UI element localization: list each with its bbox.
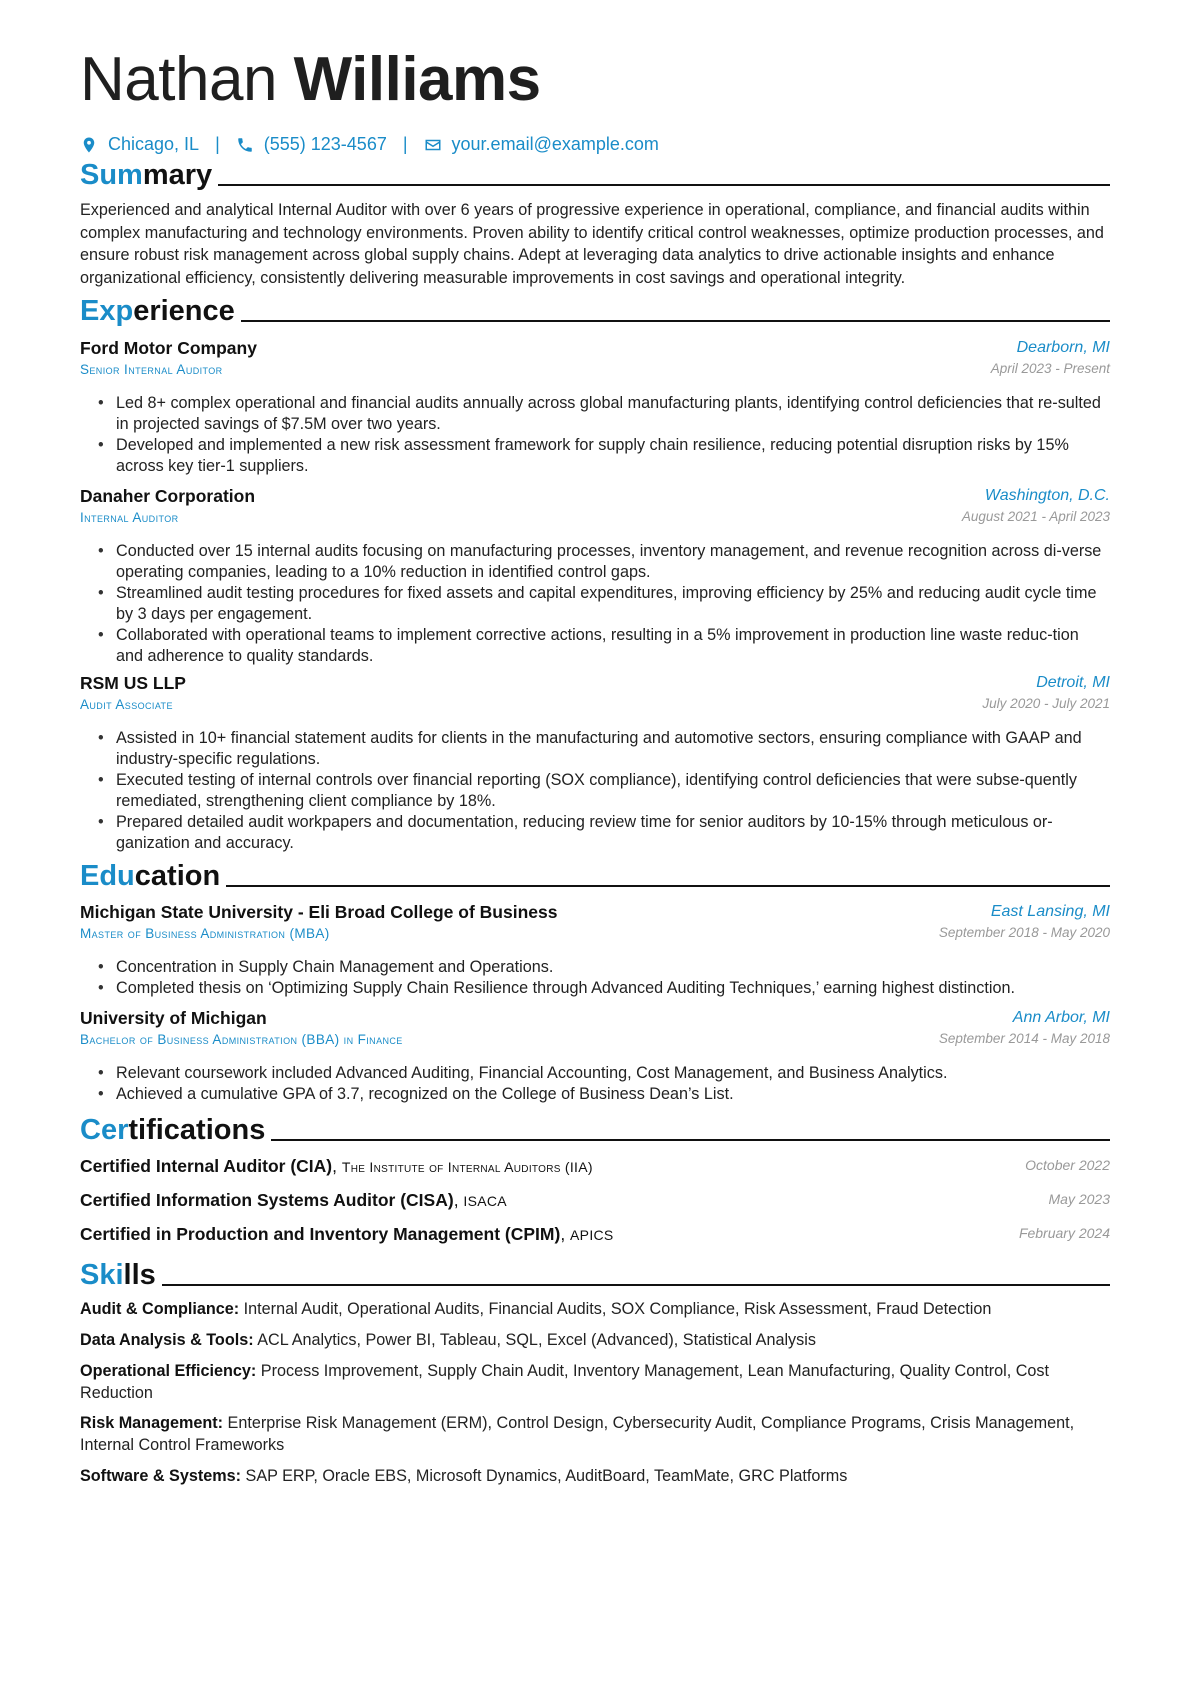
experience-bullets [98,393,1108,477]
phone-text: (555) 123-4567 [263,134,387,154]
location-text: Chicago, IL [108,134,200,154]
map-pin-icon [80,136,98,154]
skill-row [80,1329,1110,1351]
list-item: • Streamlined audit testing procedures for fixed assets and capital expenditures, improving efficiency by 25% and reducing audit cycle time by 3 days per engagement. [98,583,1108,625]
location-item [80,134,199,155]
experience-company: RSM US LLP [80,673,186,693]
education-location: East Lansing, MI [990,903,1110,920]
first-name: Nathan [80,45,277,114]
education-dates: September 2018 - May 2020 [938,925,1110,940]
list-item: • Led 8+ complex operational and financial audits annually across global manufacturing plants, identifying control deficiencies that re-sulted in projected savings of $7.5M over two years. [98,393,1108,435]
certification-sep: , [453,1190,464,1210]
experience-dates: July 2020 - July 2021 [982,696,1110,711]
experience-location: Dearborn, MI [1016,339,1110,356]
certification-date: May 2023 [1048,1191,1110,1207]
section-rule [241,320,1110,322]
list-item: • Executed testing of internal controls over financial reporting (SOX compliance), identifying control deficiencies that were subse-quently remediated, strengthening client compliance by 18%. [98,770,1108,812]
education-degree: Bachelor of Business Administration (BBA) in Finance [80,1032,403,1047]
phone-item[interactable] [236,134,387,155]
contact-separator: | [215,134,220,154]
list-item: • Assisted in 10+ financial statement audits for clients in the manufacturing and automotive sectors, ensuring compliance with GAAP and industry-specific regulations. [98,728,1108,770]
experience-bullets [98,541,1108,667]
certification-name: Certified Internal Auditor (CIA) [80,1156,333,1176]
section-rule [218,184,1110,186]
contact-line [80,134,659,155]
certification-issuer: APICS [570,1227,614,1243]
certification-date: October 2022 [1025,1157,1110,1173]
candidate-name [80,44,541,116]
education-location: Ann Arbor, MI [1012,1009,1110,1026]
experience-company: Ford Motor Company [80,338,257,358]
skill-label: Software & Systems: [80,1467,242,1485]
list-item: • Conducted over 15 internal audits focusing on manufacturing processes, inventory management, and revenue recognition across di-verse operating companies, leading to a 10% reduction in identified control gaps. [98,541,1108,583]
skill-row [80,1298,1110,1320]
section-experience-heading [80,292,1110,328]
summary-text: Experienced and analytical Internal Auditor with over 6 years of progressive experience in operational, compliance, and financial audits within complex manufacturing and technology environments. Proven ability to identify critical control weaknesses, optimize production processes, and ensure robust risk management across global supply chains. Adept at leveraging data analytics to drive actionable insights and enhance organizational efficiency, consistently delivering measurable improvements in cost savings and operational integrity. [80,201,1104,287]
list-item: • Relevant coursework included Advanced Auditing, Financial Accounting, Cost Management, and Business Analytics. [98,1063,1108,1084]
experience-role: Audit Associate [80,697,173,712]
section-certifications-heading [80,1111,1110,1147]
email-link: your.email@example.com [451,134,659,154]
education-bullets [98,1063,1108,1105]
experience-company: Danaher Corporation [80,486,256,506]
skill-label: Risk Management: [80,1414,224,1432]
list-item: • Completed thesis on ‘Optimizing Supply Chain Resilience through Advanced Auditing Techniques,’ earning highest distinction. [98,978,1108,999]
section-title: Education [80,860,221,892]
skill-label: Audit & Compliance: [80,1300,240,1318]
skill-label: Operational Efficiency: [80,1362,257,1380]
list-item: • Prepared detailed audit workpapers and documentation, reducing review time for senior auditors by 10-15% through meticulous or-ganization and accuracy. [98,812,1108,854]
skill-row [80,1360,1110,1404]
section-summary-heading [80,156,1110,192]
list-item: • Collaborated with operational teams to implement corrective actions, resulting in a 5% improvement in production line waste reduc-tion and adherence to quality standards. [98,625,1108,667]
certification-item [80,1224,614,1245]
list-item: • Developed and implemented a new risk assessment framework for supply chain resilience, reducing potential disruption risks by 15% across key tier-1 suppliers. [98,435,1108,477]
education-degree: Master of Business Administration (MBA) [80,926,330,941]
section-rule [271,1139,1110,1141]
education-school: University of Michigan [80,1008,267,1028]
skill-values: SAP ERP, Oracle EBS, Microsoft Dynamics, AuditBoard, TeamMate, GRC Platforms [241,1467,848,1485]
section-skills-heading [80,1256,1110,1292]
certification-name: Certified Information Systems Auditor (CISA) [80,1190,454,1210]
experience-role: Senior Internal Auditor [80,362,223,377]
education-bullets [98,957,1108,999]
section-title: Certifications [80,1114,266,1146]
certification-date: February 2024 [1018,1225,1110,1241]
certification-sep: , [332,1156,342,1176]
skill-values: Internal Audit, Operational Audits, Financial Audits, SOX Compliance, Risk Assessment, Fraud Detection [239,1300,992,1318]
skill-row [80,1465,1110,1487]
experience-bullets [98,728,1108,854]
section-education-heading [80,857,1110,893]
section-rule [226,885,1110,887]
section-title: Experience [80,295,235,327]
education-dates: September 2014 - May 2018 [938,1031,1110,1046]
experience-dates: April 2023 - Present [990,361,1110,376]
certification-item [80,1190,507,1211]
skill-label: Data Analysis & Tools: [80,1331,254,1349]
email-item[interactable] [424,134,659,155]
skill-values: ACL Analytics, Power BI, Tableau, SQL, Excel (Advanced), Statistical Analysis [253,1331,816,1349]
certification-sep: , [560,1224,571,1244]
skill-values: Process Improvement, Supply Chain Audit, Inventory Management, Lean Manufacturing, Quality Control, Cost Reduction [80,1362,1050,1402]
skill-row [80,1412,1110,1456]
skill-values: Enterprise Risk Management (ERM), Control Design, Cybersecurity Audit, Compliance Programs, Crisis Management, Internal Control Frameworks [80,1414,1075,1454]
experience-role: Internal Auditor [80,510,179,525]
section-rule [162,1284,1110,1286]
list-item: • Achieved a cumulative GPA of 3.7, recognized on the College of Business Dean’s List. [98,1084,1108,1105]
section-title: Summary [80,159,213,191]
phone-icon [236,136,254,154]
list-item: • Concentration in Supply Chain Management and Operations. [98,957,1108,978]
certification-name: Certified in Production and Inventory Management (CPIM) [80,1224,561,1244]
certification-item [80,1156,593,1177]
experience-location: Detroit, MI [1036,674,1110,691]
last-name: Williams [293,45,541,114]
section-title: Skills [80,1259,156,1291]
envelope-icon [424,136,442,154]
contact-separator: | [402,134,408,154]
experience-dates: August 2021 - April 2023 [961,509,1110,524]
certification-issuer: ISACA [463,1193,507,1209]
certification-issuer: The Institute of Internal Auditors (IIA) [341,1159,593,1175]
experience-location: Washington, D.C. [984,487,1110,504]
education-school: Michigan State University - Eli Broad College of Business [80,902,558,922]
